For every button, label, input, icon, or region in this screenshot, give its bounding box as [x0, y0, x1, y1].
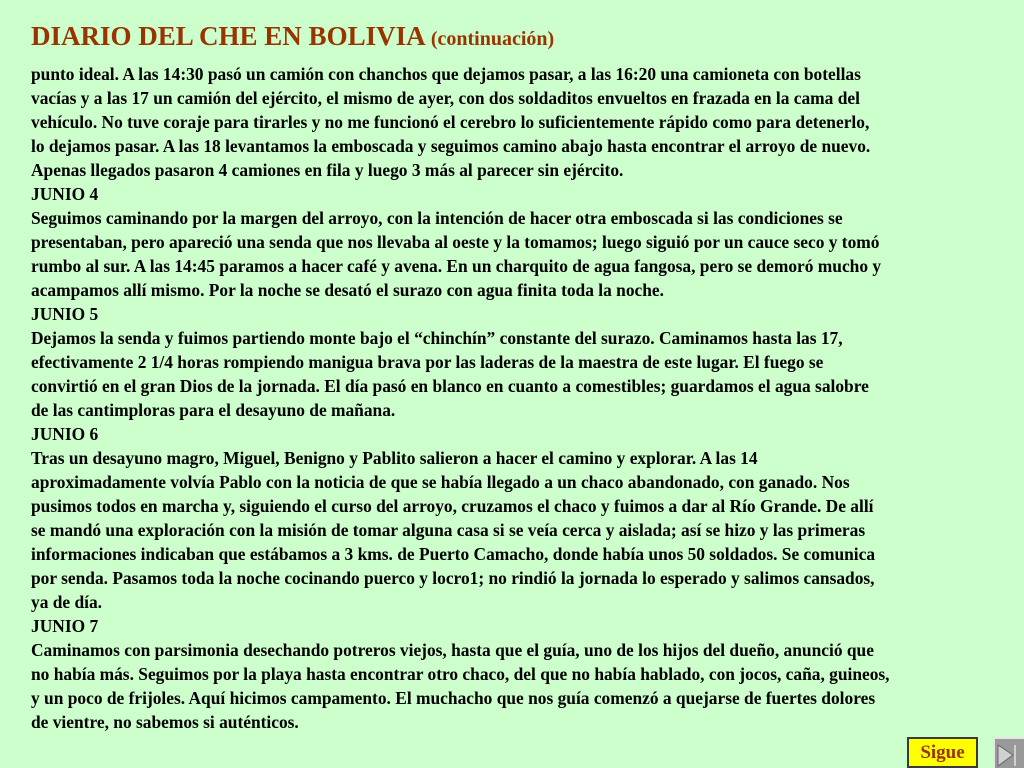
- diary-line: y un poco de frijoles. Aquí hicimos campamento. El muchacho que nos guía comenzó a quejarse de fuertes dolores: [31, 688, 876, 708]
- diary-line: convirtió en el gran Dios de la jornada. El día pasó en blanco en cuanto a comestibles; guardamos el agua salobre: [31, 376, 869, 396]
- diary-line: aproximadamente volvía Pablo con la noticia de que se había llegado a un chaco abandonado, con ganado. Nos: [31, 472, 850, 492]
- diary-line: se mandó una exploración con la misión de tomar alguna casa si se veía cerca y aislada; así se hizo y las primeras: [31, 520, 866, 540]
- diary-line: pusimos todos en marcha y, siguiendo el curso del arroyo, cruzamos el chaco y fuimos a dar al Río Grande. De allí: [31, 496, 874, 516]
- diary-text: [31, 62, 1019, 734]
- next-button[interactable]: Sigue: [907, 737, 978, 768]
- date-heading: JUNIO 5: [31, 304, 99, 324]
- date-heading: JUNIO 4: [31, 184, 99, 204]
- title-main: DIARIO DEL CHE EN BOLIVIA: [31, 21, 425, 51]
- diary-line: Apenas llegados pasaron 4 camiones en fila y luego 3 más al parecer sin ejército.: [31, 160, 624, 180]
- diary-line: no había más. Seguimos por la playa hasta encontrar otro chaco, del que no había hablado, con jocos, caña, guineos,: [31, 664, 890, 684]
- diary-line: lo dejamos pasar. A las 18 levantamos la emboscada y seguimos camino abajo hasta encontrar el arroyo de nuevo.: [31, 136, 871, 156]
- date-heading: JUNIO 7: [31, 616, 99, 636]
- diary-line: punto ideal. A las 14:30 pasó un camión con chanchos que dejamos pasar, a las 16:20 una camioneta con botellas: [31, 64, 861, 84]
- diary-line: presentaban, pero apareció una senda que nos llevaba al oeste y la tomamos; luego siguió por un cauce seco y tomó: [31, 232, 880, 252]
- diary-line: rumbo al sur. A las 14:45 paramos a hacer café y avena. En un charquito de agua fangosa, pero se demoró mucho y: [31, 256, 882, 276]
- diary-line: de las cantimploras para el desayuno de mañana.: [31, 400, 396, 420]
- diary-line: Caminamos con parsimonia desechando potreros viejos, hasta que el guía, uno de los hijos del dueño, anunció que: [31, 640, 874, 660]
- diary-line: Dejamos la senda y fuimos partiendo monte bajo el “chinchín” constante del surazo. Caminamos hasta las 17,: [31, 328, 843, 348]
- diary-line: informaciones indicaban que estábamos a 3 kms. de Puerto Camacho, donde había unos 50 soldados. Se comunica: [31, 544, 876, 564]
- diary-line: vacías y a las 17 un camión del ejército, el mismo de ayer, con dos soldaditos envueltos en frazada en la cama del: [31, 88, 860, 108]
- diary-line: vehículo. No tuve coraje para tirarles y no me funcionó el cerebro lo suficientemente rápido como para detenerlo,: [31, 112, 870, 132]
- page-title: [31, 18, 554, 57]
- diary-line: acampamos allí mismo. Por la noche se desató el surazo con agua finita toda la noche.: [31, 280, 664, 300]
- diary-line: ya de día.: [31, 592, 103, 612]
- nav-arrow-icon: [995, 739, 1024, 768]
- date-heading: JUNIO 6: [31, 424, 99, 444]
- slide-navigation-icon[interactable]: [993, 737, 1024, 768]
- diary-line: de vientre, no sabemos si auténticos.: [31, 712, 299, 732]
- title-subtitle: (continuación): [430, 28, 555, 50]
- diary-line: Tras un desayuno magro, Miguel, Benigno y Pablito salieron a hacer el camino y explorar. A las 14: [31, 448, 758, 468]
- diary-line: por senda. Pasamos toda la noche cocinando puerco y locro1; no rindió la jornada lo esperado y salimos cansados,: [31, 568, 875, 588]
- diary-line: efectivamente 2 1/4 horas rompiendo manigua brava por las laderas de la maestra de este lugar. El fuego se: [31, 352, 824, 372]
- diary-line: Seguimos caminando por la margen del arroyo, con la intención de hacer otra emboscada si las condiciones se: [31, 208, 843, 228]
